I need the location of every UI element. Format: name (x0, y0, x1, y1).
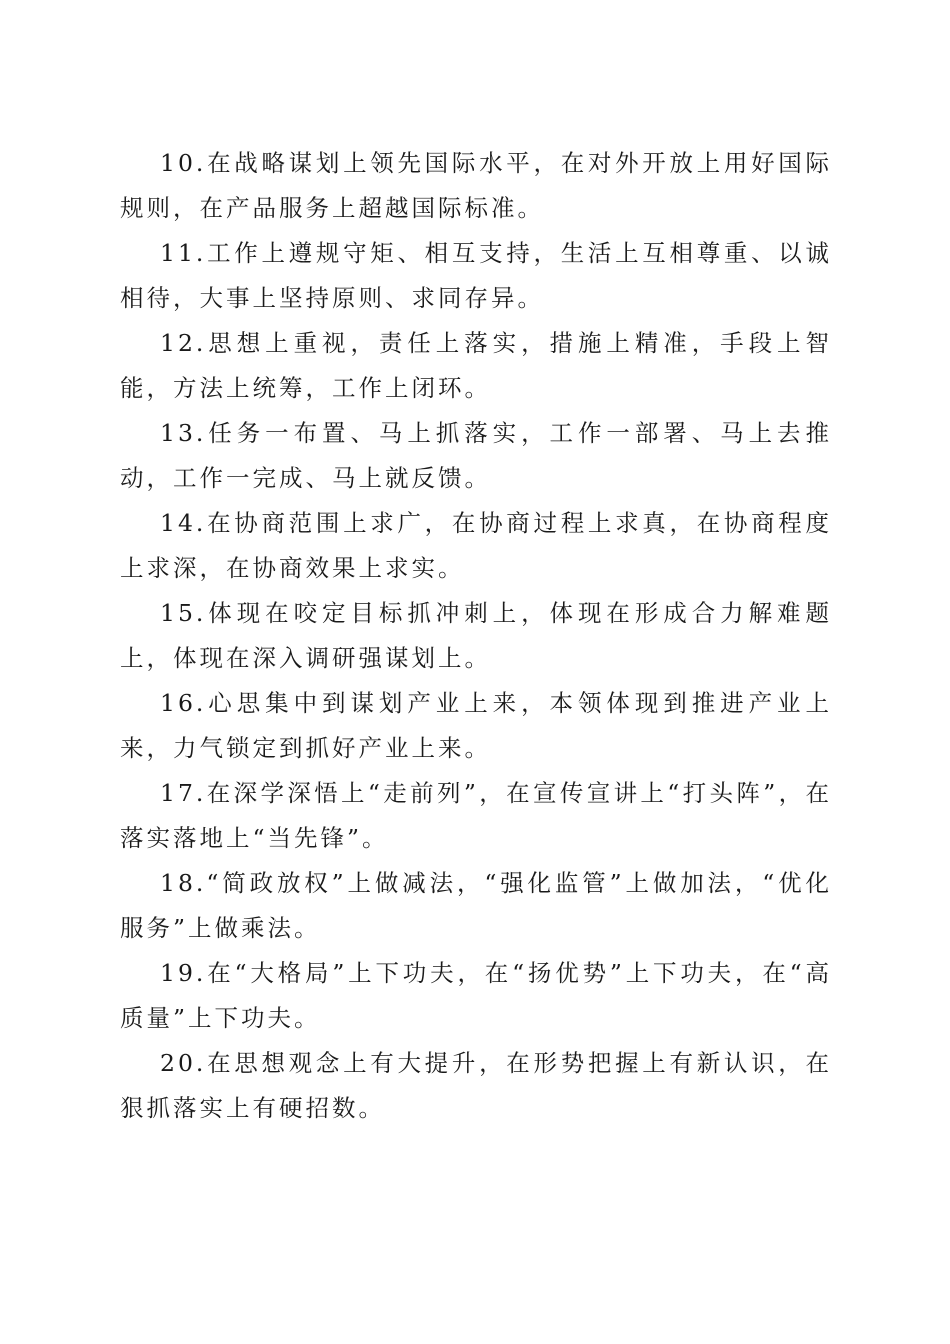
document-body (120, 141, 832, 1131)
paragraph-20: 20.在思想观念上有大提升，在形势把握上有新认识，在狠抓落实上有硬招数。 (120, 1049, 832, 1122)
paragraph-19: 19.在“大格局”上下功夫，在“扬优势”上下功夫，在“高质量”上下功夫。 (120, 959, 832, 1032)
paragraph-15: 15.体现在咬定目标抓冲刺上，体现在形成合力解难题上，体现在深入调研强谋划上。 (120, 599, 832, 672)
paragraph-13: 13.任务一布置、马上抓落实，工作一部署、马上去推动，工作一完成、马上就反馈。 (120, 419, 832, 492)
paragraph-12: 12.思想上重视，责任上落实，措施上精准，手段上智能，方法上统筹，工作上闭环。 (120, 329, 832, 402)
paragraph-11: 11.工作上遵规守矩、相互支持，生活上互相尊重、以诚相待，大事上坚持原则、求同存异。 (120, 239, 832, 312)
paragraph-10: 10.在战略谋划上领先国际水平，在对外开放上用好国际规则，在产品服务上超越国际标准。 (120, 149, 832, 222)
paragraph-16: 16.心思集中到谋划产业上来，本领体现到推进产业上来，力气锁定到抓好产业上来。 (120, 689, 832, 762)
paragraph-17: 17.在深学深悟上“走前列”，在宣传宣讲上“打头阵”，在落实落地上“当先锋”。 (120, 779, 832, 852)
paragraph-18: 18.“简政放权”上做减法，“强化监管”上做加法，“优化服务”上做乘法。 (120, 869, 832, 942)
paragraph-14: 14.在协商范围上求广，在协商过程上求真，在协商程度上求深，在协商效果上求实。 (120, 509, 832, 582)
